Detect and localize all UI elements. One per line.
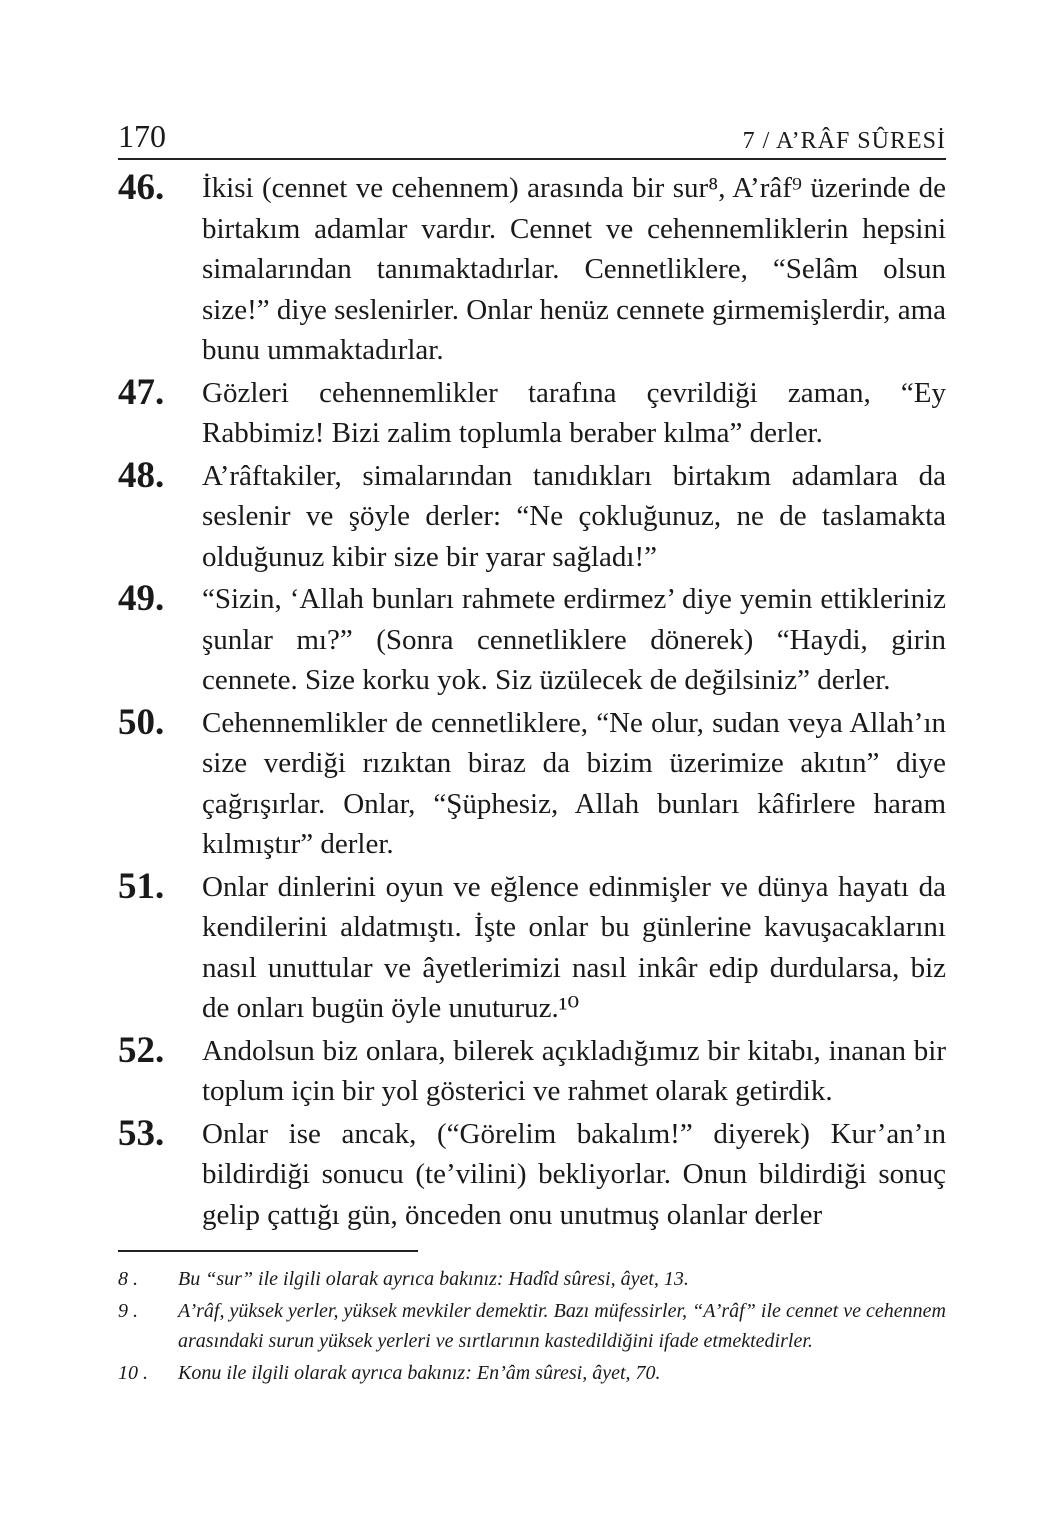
verse-49 bbox=[118, 579, 946, 701]
verse-text: Andolsun biz onlara, bilerek açıkladığımız bir kitabı, inanan bir toplum için bir yol gösterici ve rahmet olarak getirdik. bbox=[202, 1034, 946, 1107]
verse-text: Onlar ise ancak, (“Görelim bakalım!” diyerek) Kur’an’ın bildirdiği sonucu (te’vilini) bekliyorlar. Onun bildirdiği sonuç gelip çattığı gün, önceden onu unutmuş olanlar derler bbox=[202, 1117, 946, 1231]
verse-text: Cehennemlikler de cennetliklere, “Ne olur, sudan veya Allah’ın size verdiği rızıktan biraz da bizim üzerimize akıtın” diye çağrışırlar. Onlar, “Şüphesiz, Allah bunları kâfirlere haram kılmıştır” derler. bbox=[202, 706, 946, 860]
verse-number: 48. bbox=[118, 454, 165, 496]
page-header bbox=[118, 112, 946, 160]
verse-number: 50. bbox=[118, 701, 165, 743]
verse-number: 53. bbox=[118, 1112, 165, 1154]
verse-52 bbox=[118, 1031, 946, 1112]
verse-number: 51. bbox=[118, 865, 165, 907]
footnote-number: 9 . bbox=[118, 1300, 138, 1322]
verse-48 bbox=[118, 456, 946, 578]
footnote-8 bbox=[118, 1264, 946, 1294]
footnote-number: 8 . bbox=[118, 1268, 138, 1290]
footnote-text: Bu “sur” ile ilgili olarak ayrıca bakınız: Hadîd sûresi, âyet, 13. bbox=[178, 1268, 689, 1290]
verse-50 bbox=[118, 703, 946, 865]
footnote-10 bbox=[118, 1358, 946, 1388]
verse-text: Onlar dinlerini oyun ve eğlence edinmişler ve dünya hayatı da kendilerini aldatmıştı. İşte onlar bu günlerine kavuşacaklarını nasıl unuttular ve âyetlerimizi nasıl inkâr edip durdularsa, biz de onları bugün öyle unuturuz.¹⁰ bbox=[202, 870, 946, 1024]
footnote-9 bbox=[118, 1296, 946, 1356]
verse-list bbox=[118, 168, 946, 1237]
verse-number: 52. bbox=[118, 1029, 165, 1071]
verse-number: 47. bbox=[118, 371, 165, 413]
footnote-divider bbox=[118, 1250, 418, 1252]
footnotes bbox=[118, 1264, 946, 1390]
verse-46 bbox=[118, 168, 946, 371]
verse-47 bbox=[118, 373, 946, 454]
footnote-text: Konu ile ilgili olarak ayrıca bakınız: En’âm sûresi, âyet, 70. bbox=[178, 1362, 661, 1384]
footnote-text: A’râf, yüksek yerler, yüksek mevkiler demektir. Bazı müfessirler, “A’râf” ile cennet ve cehennem arasındaki surun yüksek yerleri ve sırtlarının kastedildiğini ifade etmektedirler. bbox=[178, 1300, 946, 1352]
verse-text: İkisi (cennet ve cehennem) arasında bir sur⁸, A’râf⁹ üzerinde de birtakım adamlar vardır. Cennet ve cehennemliklerin hepsini simalarından tanımaktadırlar. Cennetliklere, “Selâm olsun size!” diye seslenirler. Onlar henüz cennete girmemişlerdir, ama bunu ummaktadırlar. bbox=[202, 172, 946, 366]
verse-text: “Sizin, ‘Allah bunları rahmete erdirmez’ diye yemin ettikleriniz şunlar mı?” (Sonra cennetliklere dönerek) “Haydi, girin cennete. Size korku yok. Siz üzülecek de değilsiniz” derler. bbox=[202, 583, 946, 696]
verse-text: Gözleri cehennemlikler tarafına çevrildiği zaman, “Ey Rabbimiz! Bizi zalim toplumla beraber kılma” derler. bbox=[202, 376, 946, 449]
verse-number: 49. bbox=[118, 578, 165, 619]
running-title: 7 / A’RÂF SÛRESİ bbox=[742, 128, 946, 154]
verse-53 bbox=[118, 1114, 946, 1236]
verse-text: A’râftakiler, simalarından tanıdıkları birtakım adamlara da seslenir ve şöyle derler: “Ne çokluğunuz, ne de taslamakta olduğunuz kibir size bir yarar sağladı!” bbox=[202, 459, 946, 573]
footnote-number: 10 . bbox=[118, 1362, 148, 1384]
verse-51 bbox=[118, 867, 946, 1029]
page-number: 170 bbox=[118, 118, 166, 154]
verse-number: 46. bbox=[118, 167, 165, 208]
